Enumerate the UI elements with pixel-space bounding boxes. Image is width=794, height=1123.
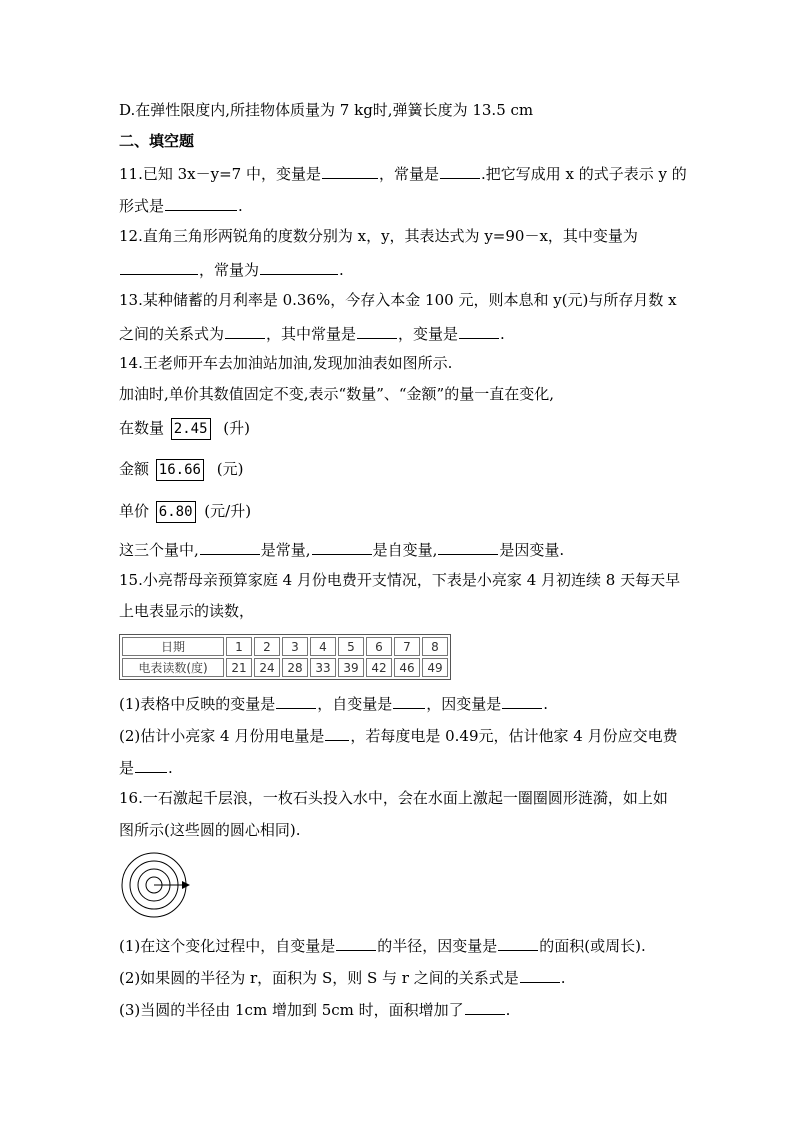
question-11-line1 xyxy=(119,162,687,182)
period: . xyxy=(560,969,566,987)
blank xyxy=(260,258,338,275)
q11-text-c: .把它写成用 x 的式子表示 y 的 xyxy=(481,165,687,183)
question-12-line1: 12.直角三角形两锐角的度数分别为 x，y，其表达式为 y=90－x，其中变量为 xyxy=(119,227,638,245)
q15-text-c1: (1)表格中反映的变量是 xyxy=(119,695,276,713)
table-cell: 24 xyxy=(254,658,280,677)
table-cell: 46 xyxy=(394,658,420,677)
question-16-part2 xyxy=(119,966,566,986)
period: . xyxy=(238,197,243,215)
q14-text-c2: 是常量, xyxy=(260,541,311,559)
table-row-header: 电表读数(度) xyxy=(122,658,224,677)
amount-unit: (元) xyxy=(216,460,244,478)
blank xyxy=(312,538,372,555)
q12-text-b: ，常量为 xyxy=(199,261,260,279)
blank xyxy=(325,724,349,741)
blank xyxy=(225,322,265,339)
blank xyxy=(200,538,260,555)
table-cell: 6 xyxy=(366,637,392,656)
question-14-line3 xyxy=(119,538,564,558)
question-15-line2: 上电表显示的读数， xyxy=(119,602,255,620)
concentric-circles-figure xyxy=(120,852,192,918)
blank xyxy=(120,258,198,275)
blank xyxy=(322,162,378,179)
table-cell: 3 xyxy=(282,637,308,656)
quantity-label: 在数量 xyxy=(119,419,165,437)
amount-label: 金额 xyxy=(119,460,150,478)
question-14-line1: 14.王老师开车去加油站加油,发现加油表如图所示. xyxy=(119,354,453,372)
blank xyxy=(357,322,397,339)
question-13-line1: 13.某种储蓄的月利率是 0.36%，今存入本金 100 元，则本息和 y(元)与所存月数 x xyxy=(119,291,677,309)
q15-text-c2: ，自变量是 xyxy=(317,695,393,713)
fuel-meter-amount xyxy=(119,456,243,482)
q13-text-c: ，其中常量是 xyxy=(266,325,357,343)
q16-text-e1: (3)当圆的半径由 1cm 增加到 5cm 时，面积增加了 xyxy=(119,1001,464,1019)
table-cell: 5 xyxy=(338,637,364,656)
blank xyxy=(135,756,167,773)
question-12-line2 xyxy=(119,258,344,278)
quantity-unit: (升) xyxy=(223,419,251,437)
table-row xyxy=(122,658,448,677)
price-unit: (元/升) xyxy=(204,502,252,520)
question-16-part3 xyxy=(119,998,510,1018)
blank xyxy=(440,162,480,179)
table-cell: 39 xyxy=(338,658,364,677)
table-row xyxy=(122,637,448,656)
q13-text-d: ，变量是 xyxy=(398,325,459,343)
blank xyxy=(459,322,499,339)
amount-value-box: 16.66 xyxy=(156,459,204,481)
question-16-part1 xyxy=(119,934,646,954)
blank xyxy=(438,538,498,555)
q15-text-c3: ，因变量是 xyxy=(426,695,502,713)
blank xyxy=(520,966,560,983)
question-14-line2: 加油时,单价其数值固定不变,表示“数量”、“金额”的量一直在变化, xyxy=(119,385,554,403)
price-value-box: 6.80 xyxy=(156,501,196,523)
table-cell: 8 xyxy=(422,637,448,656)
table-row-header: 日期 xyxy=(122,637,224,656)
q15-text-d1: (2)估计小亮家 4 月份用电量是 xyxy=(119,727,325,745)
period: . xyxy=(505,1001,511,1019)
table-cell: 28 xyxy=(282,658,308,677)
question-15-line1: 15.小亮帮母亲预算家庭 4 月份电费开支情况，下表是小亮家 4 月初连续 8 天每天早 xyxy=(119,571,681,589)
q14-text-c3: 是自变量, xyxy=(372,541,438,559)
q15-text-d2: ，若每度电是 0.49元，估计他家 4 月份应交电费 xyxy=(350,727,678,745)
table-cell: 33 xyxy=(310,658,336,677)
q13-text-b: 之间的关系式为 xyxy=(119,325,225,343)
blank xyxy=(336,934,376,951)
fuel-meter-price xyxy=(119,498,251,524)
blank xyxy=(393,692,425,709)
question-15-part2 xyxy=(119,724,678,744)
question-15-part1 xyxy=(119,692,548,712)
q11-text-d: 形式是 xyxy=(119,197,165,215)
table-cell: 2 xyxy=(254,637,280,656)
blank xyxy=(498,934,538,951)
q15-text-e: 是 xyxy=(119,759,135,777)
meter-reading-table xyxy=(119,634,451,680)
table-cell: 7 xyxy=(394,637,420,656)
period: . xyxy=(543,695,549,713)
q16-text-c1: (1)在这个变化过程中，自变量是 xyxy=(119,937,336,955)
q14-text-c4: 是因变量. xyxy=(499,541,565,559)
table-cell: 4 xyxy=(310,637,336,656)
question-15-part2-cont xyxy=(119,756,173,776)
table-cell: 42 xyxy=(366,658,392,677)
option-d: D.在弹性限度内,所挂物体质量为 7 kg时,弹簧长度为 13.5 cm xyxy=(119,101,534,119)
question-16-line2: 图所示(这些圆的圆心相同). xyxy=(119,821,301,839)
price-label: 单价 xyxy=(119,502,150,520)
blank xyxy=(165,194,237,211)
question-16-line1: 16.一石激起千层浪，一枚石头投入水中，会在水面上激起一圈圈圆形涟漪，如上如 xyxy=(119,789,668,807)
quantity-value-box: 2.45 xyxy=(171,418,211,440)
section-title: 二、填空题 xyxy=(119,132,195,150)
q11-text-a: 11.已知 3x－y=7 中，变量是 xyxy=(119,165,321,183)
q16-text-c3: 的面积(或周长). xyxy=(539,937,646,955)
q16-text-d1: (2)如果圆的半径为 r，面积为 S，则 S 与 r 之间的关系式是 xyxy=(119,969,519,987)
period: . xyxy=(168,759,173,777)
table-cell: 49 xyxy=(422,658,448,677)
fuel-meter-quantity xyxy=(119,415,250,441)
table-cell: 21 xyxy=(226,658,252,677)
period: . xyxy=(339,261,344,279)
q11-text-b: ，常量是 xyxy=(378,165,439,183)
period: . xyxy=(500,325,505,343)
q14-text-c1: 这三个量中, xyxy=(119,541,199,559)
question-11-line2 xyxy=(119,194,243,214)
blank xyxy=(465,998,505,1015)
question-13-line2 xyxy=(119,322,505,342)
blank xyxy=(276,692,316,709)
blank xyxy=(502,692,542,709)
q16-text-c2: 的半径，因变量是 xyxy=(377,937,498,955)
table-cell: 1 xyxy=(226,637,252,656)
